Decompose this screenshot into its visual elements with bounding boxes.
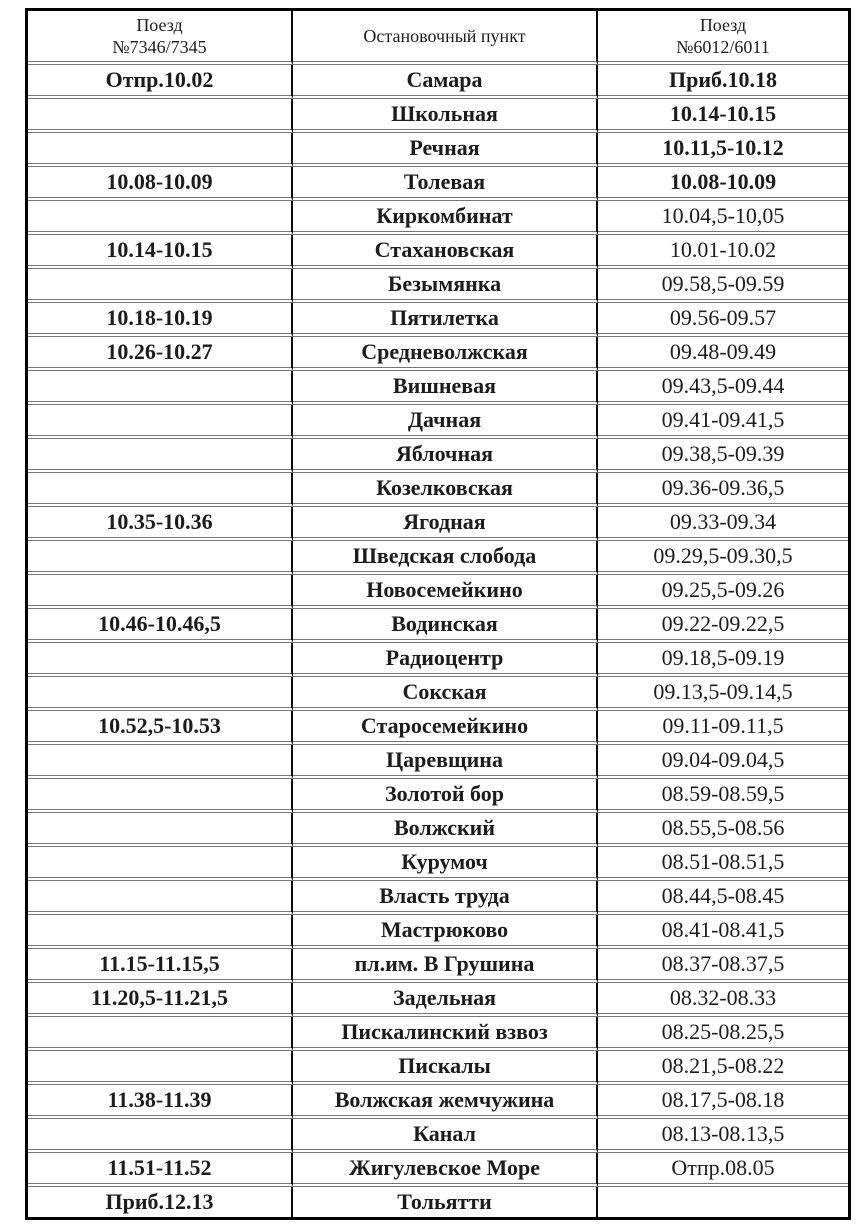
train-6012-time-cell: 09.29,5-09.30,5 [598,541,848,575]
station-cell: Канал [293,1119,598,1153]
table-row [28,949,848,983]
table-row [28,235,848,269]
station-cell: Мастрюково [293,915,598,949]
station-cell: Козелковская [293,473,598,507]
table-row [28,439,848,473]
train-7346-time-cell [28,133,293,167]
train-6012-time-cell: 09.22-09.22,5 [598,609,848,643]
train-7346-time-cell [28,541,293,575]
table-row [28,65,848,99]
train-7346-time-cell: 10.14-10.15 [28,235,293,269]
table-row [28,133,848,167]
train-6012-time-cell: 10.08-10.09 [598,167,848,201]
train-6012-time-cell: 08.55,5-08.56 [598,813,848,847]
train-7346-time-cell: 10.08-10.09 [28,167,293,201]
table-row [28,745,848,779]
station-cell: Сокская [293,677,598,711]
header-train-6012-6011 [598,11,848,65]
train-7346-time-cell: 10.46-10.46,5 [28,609,293,643]
table-row [28,1119,848,1153]
header-train-7346-7345-label: Поезд [136,14,183,35]
train-7346-time-cell [28,269,293,303]
train-6012-time-cell: 09.18,5-09.19 [598,643,848,677]
train-7346-time-cell [28,677,293,711]
train-6012-time-cell: 08.21,5-08.22 [598,1051,848,1085]
train-6012-time-cell: 10.14-10.15 [598,99,848,133]
train-7346-time-cell [28,813,293,847]
table-row [28,371,848,405]
station-cell: Царевщина [293,745,598,779]
table-row [28,1187,848,1217]
station-cell: Шведская слобода [293,541,598,575]
train-7346-time-cell [28,439,293,473]
table-row [28,847,848,881]
train-7346-time-cell [28,405,293,439]
station-cell: Новосемейкино [293,575,598,609]
train-6012-time-cell: 09.33-09.34 [598,507,848,541]
train-7346-time-cell [28,847,293,881]
table-row [28,507,848,541]
table-row [28,779,848,813]
train-7346-time-cell: 10.52,5-10.53 [28,711,293,745]
station-cell: Средневолжская [293,337,598,371]
station-cell: Дачная [293,405,598,439]
station-cell: Волжская жемчужина [293,1085,598,1119]
table-row [28,983,848,1017]
table-row [28,269,848,303]
header-train-7346-7345-number: №7346/7345 [112,37,207,57]
table-row [28,1051,848,1085]
station-cell: Стахановская [293,235,598,269]
train-7346-time-cell [28,1051,293,1085]
train-6012-time-cell: 08.17,5-08.18 [598,1085,848,1119]
train-6012-time-cell: 09.58,5-09.59 [598,269,848,303]
station-cell: Пискалы [293,1051,598,1085]
station-cell: Вишневая [293,371,598,405]
table-row [28,167,848,201]
station-cell: Волжский [293,813,598,847]
train-6012-time-cell: 09.43,5-09.44 [598,371,848,405]
header-stop-point-label: Остановочный пункт [363,25,526,46]
train-7346-time-cell [28,779,293,813]
station-cell: Золотой бор [293,779,598,813]
station-cell: Школьная [293,99,598,133]
train-7346-time-cell [28,1017,293,1051]
header-train-6012-6011-number: №6012/6011 [676,37,770,57]
table-row [28,473,848,507]
train-6012-time-cell: 09.11-09.11,5 [598,711,848,745]
station-cell: Безымянка [293,269,598,303]
train-6012-time-cell: 09.38,5-09.39 [598,439,848,473]
table-row [28,575,848,609]
table-row [28,1085,848,1119]
station-cell: Старосемейкино [293,711,598,745]
station-cell: Яблочная [293,439,598,473]
table-row [28,99,848,133]
train-7346-time-cell [28,99,293,133]
train-6012-time-cell: 10.11,5-10.12 [598,133,848,167]
train-6012-time-cell: 09.13,5-09.14,5 [598,677,848,711]
table-row [28,813,848,847]
station-cell: Пискалинский взвоз [293,1017,598,1051]
train-7346-time-cell: 10.35-10.36 [28,507,293,541]
table-row [28,643,848,677]
table-row [28,405,848,439]
table-row [28,541,848,575]
train-7346-time-cell [28,575,293,609]
train-7346-time-cell [28,201,293,235]
train-7346-time-cell [28,1119,293,1153]
header-stop-point [293,11,598,65]
train-6012-time-cell: 09.25,5-09.26 [598,575,848,609]
train-6012-time-cell: 08.59-08.59,5 [598,779,848,813]
station-cell: Киркомбинат [293,201,598,235]
train-6012-time-cell: 10.01-10.02 [598,235,848,269]
station-cell: Курумоч [293,847,598,881]
table-row [28,201,848,235]
train-6012-time-cell: 09.04-09.04,5 [598,745,848,779]
header-train-7346-7345 [28,11,293,65]
table-row [28,677,848,711]
table-row [28,609,848,643]
station-cell: Пятилетка [293,303,598,337]
station-cell: Речная [293,133,598,167]
train-7346-time-cell: 11.38-11.39 [28,1085,293,1119]
train-6012-time-cell: 08.32-08.33 [598,983,848,1017]
train-7346-time-cell [28,643,293,677]
table-row [28,1153,848,1187]
train-7346-time-cell: 10.18-10.19 [28,303,293,337]
train-6012-time-cell [598,1187,848,1217]
train-6012-time-cell: 08.51-08.51,5 [598,847,848,881]
train-7346-time-cell: 11.15-11.15,5 [28,949,293,983]
train-6012-time-cell: 10.04,5-10,05 [598,201,848,235]
train-6012-time-cell: 09.41-09.41,5 [598,405,848,439]
header-train-6012-6011-label: Поезд [699,14,747,35]
train-6012-time-cell: 08.13-08.13,5 [598,1119,848,1153]
train-7346-time-cell: Отпр.10.02 [28,65,293,99]
station-cell: Тольятти [293,1187,598,1217]
station-cell: Радиоцентр [293,643,598,677]
train-6012-time-cell: 08.37-08.37,5 [598,949,848,983]
station-cell: Самара [293,65,598,99]
train-6012-time-cell: 09.48-09.49 [598,337,848,371]
station-cell: Задельная [293,983,598,1017]
train-7346-time-cell [28,745,293,779]
table-row [28,337,848,371]
station-cell: Жигулевское Море [293,1153,598,1187]
train-7346-time-cell: Приб.12.13 [28,1187,293,1217]
table-row [28,303,848,337]
train-7346-time-cell: 11.51-11.52 [28,1153,293,1187]
train-6012-time-cell: 08.25-08.25,5 [598,1017,848,1051]
station-cell: пл.им. В Грушина [293,949,598,983]
station-cell: Ягодная [293,507,598,541]
train-7346-time-cell [28,915,293,949]
table-row [28,915,848,949]
station-cell: Толевая [293,167,598,201]
train-7346-time-cell [28,473,293,507]
table-row [28,881,848,915]
train-6012-time-cell: 09.36-09.36,5 [598,473,848,507]
station-cell: Власть труда [293,881,598,915]
timetable-body [28,65,848,1217]
train-6012-time-cell: 09.56-09.57 [598,303,848,337]
train-6012-time-cell: 08.44,5-08.45 [598,881,848,915]
train-7346-time-cell: 11.20,5-11.21,5 [28,983,293,1017]
header-row [28,11,848,65]
station-cell: Водинская [293,609,598,643]
train-6012-time-cell: Отпр.08.05 [598,1153,848,1187]
train-timetable [25,8,851,1220]
table-row [28,1017,848,1051]
train-6012-time-cell: 08.41-08.41,5 [598,915,848,949]
train-7346-time-cell: 10.26-10.27 [28,337,293,371]
table-row [28,711,848,745]
train-6012-time-cell: Приб.10.18 [598,65,848,99]
train-7346-time-cell [28,371,293,405]
train-7346-time-cell [28,881,293,915]
